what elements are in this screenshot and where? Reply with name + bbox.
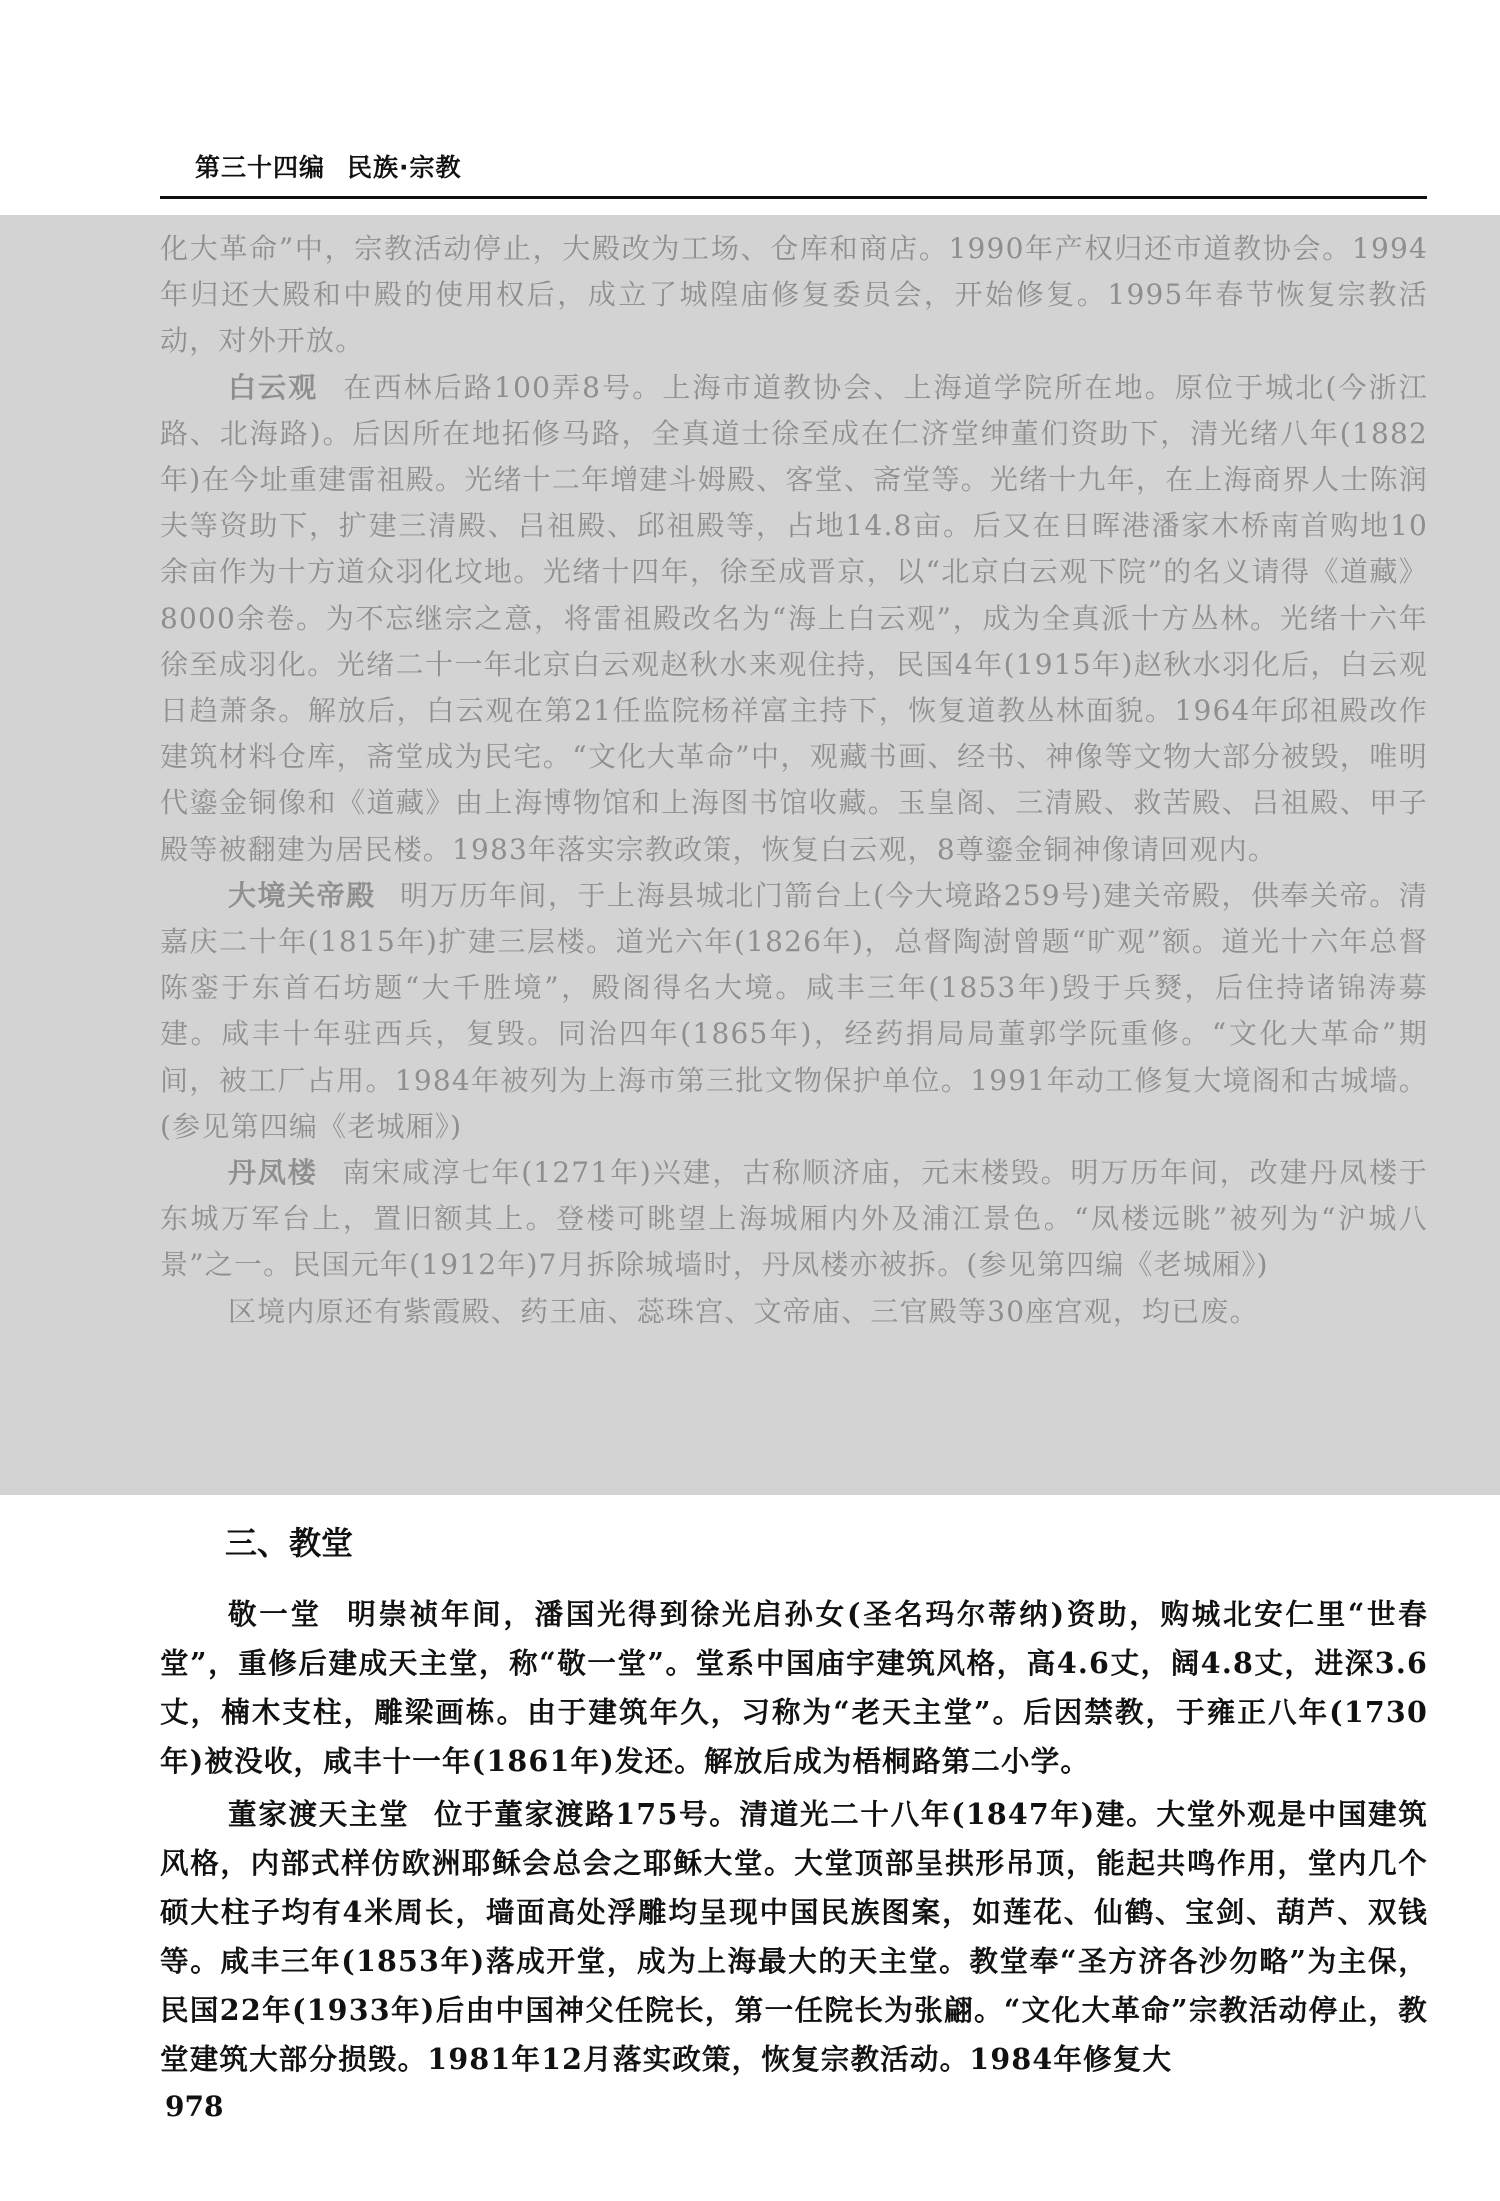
running-header bbox=[195, 148, 462, 184]
entry-term: 敬一堂 bbox=[228, 1597, 322, 1631]
paragraph-danfenglou: 丹凤楼 南宋咸淳七年(1271年)兴建，古称顺济庙，元末楼毁。明万历年间，改建丹凤楼于东城万军台上，置旧额其上。登楼可眺望上海城厢内外及浦江景色。“凤楼远眺”被列为“沪城八景”之一。民国元年(1912年)7月拆除城墙时，丹凤楼亦被拆。(参见第四编《老城厢》) bbox=[160, 1156, 1428, 1282]
header-rule bbox=[160, 196, 1427, 199]
paragraph-dajing-guandi: 大境关帝殿 明万历年间，于上海县城北门箭台上(今大境路259号)建关帝殿，供奉关帝。清嘉庆二十年(1815年)扩建三层楼。道光六年(1826年)，总督陶澍曾题“旷观”额。道光十六年总督陈銮于东首石坊题“大千胜境”，殿阁得名大境。咸丰三年(1853年)毁于兵燹，后住持诸锦涛募建。咸丰十年驻西兵，复毁。同治四年(1865年)，经药捐局局董郭学阮重修。“文化大革命”期间，被工厂占用。1984年被列为上海市第三批文物保护单位。1991年动工修复大境阁和古城墙。(参见第四编《老城厢》) bbox=[160, 878, 1428, 1143]
chapter-label: 第三十四编 bbox=[195, 153, 326, 182]
page-number: 978 bbox=[165, 2090, 224, 2123]
entry-term: 董家渡天主堂 bbox=[228, 1797, 410, 1831]
paragraph-baiyunguan: 白云观 在西林后路100弄8号。上海市道教协会、上海道学院所在地。原位于城北(今浙江路、北海路)。后因所在地拓修马路，全真道士徐至成在仁济堂绅董们资助下，清光绪八年(1882年)在今址重建雷祖殿。光绪十二年增建斗姆殿、客堂、斋堂等。光绪十九年，在上海商界人士陈润夫等资助下，扩建三清殿、吕祖殿、邱祖殿等，占地14.8亩。后又在日晖港潘家木桥南首购地10余亩作为十方道众羽化坟地。光绪十四年，徐至成晋京，以“北京白云观下院”的名义请得《道藏》8000余卷。为不忘继宗之意，将雷祖殿改名为“海上白云观”，成为全真派十方丛林。光绪十六年徐至成羽化。光绪二十一年北京白云观赵秋水来观住持，民国4年(1915年)赵秋水羽化后，白云观日趋萧条。解放后，白云观在第21任监院杨祥富主持下，恢复道教丛林面貌。1964年邱祖殿改作建筑材料仓库，斋堂成为民宅。“文化大革命”中，观藏书画、经书、神像等文物大部分被毁，唯明代鎏金铜像和《道藏》由上海博物馆和上海图书馆收藏。玉皇阁、三清殿、救苦殿、吕祖殿、甲子殿等被翻建为居民楼。1983年落实宗教政策，恢复白云观，8尊鎏金铜神像请回观内。 bbox=[160, 370, 1428, 866]
gray-text-block bbox=[160, 226, 1428, 1335]
paragraph-continued: 化大革命”中，宗教活动停止，大殿改为工场、仓库和商店。1990年产权归还市道教协会。1994年归还大殿和中殿的使用权后，成立了城隍庙修复委员会，开始修复。1995年春节恢复宗教活动，对外开放。 bbox=[160, 232, 1428, 358]
entry-term: 大境关帝殿 bbox=[228, 878, 376, 912]
entry-term: 丹凤楼 bbox=[228, 1156, 318, 1190]
church-text-block bbox=[160, 1590, 1428, 2088]
paragraph-others: 区境内原还有紫霞殿、药王庙、蕊珠宫、文帝庙、三官殿等30座宫观，均已废。 bbox=[228, 1294, 1259, 1328]
section-title: 三、教堂 bbox=[225, 1524, 354, 1562]
paragraph-dongjiadu: 董家渡天主堂 位于董家渡路175号。清道光二十八年(1847年)建。大堂外观是中国建筑风格，内部式样仿欧洲耶稣会总会之耶稣大堂。大堂顶部呈拱形吊顶，能起共鸣作用，堂内几个硕大柱子均有4米周长，墙面高处浮雕均呈现中国民族图案，如莲花、仙鹤、宝剑、葫芦、双钱等。咸丰三年(1853年)落成开堂，成为上海最大的天主堂。教堂奉“圣方济各沙勿略”为主保，民国22年(1933年)后由中国神父任院长，第一任院长为张翩。“文化大革命”宗教活动停止，教堂建筑大部分损毁。1981年12月落实政策，恢复宗教活动。1984年修复大 bbox=[160, 1797, 1428, 2076]
section-label: 民族·宗教 bbox=[347, 153, 462, 182]
paragraph-jingyitang: 敬一堂 明崇祯年间，潘国光得到徐光启孙女(圣名玛尔蒂纳)资助，购城北安仁里“世春堂”，重修后建成天主堂，称“敬一堂”。堂系中国庙宇建筑风格，高4.6丈，阔4.8丈，进深3.6丈，楠木支柱，雕梁画栋。由于建筑年久，习称为“老天主堂”。后因禁教，于雍正八年(1730年)被没收，咸丰十一年(1861年)发还。解放后成为梧桐路第二小学。 bbox=[160, 1597, 1428, 1778]
entry-term: 白云观 bbox=[228, 370, 319, 404]
